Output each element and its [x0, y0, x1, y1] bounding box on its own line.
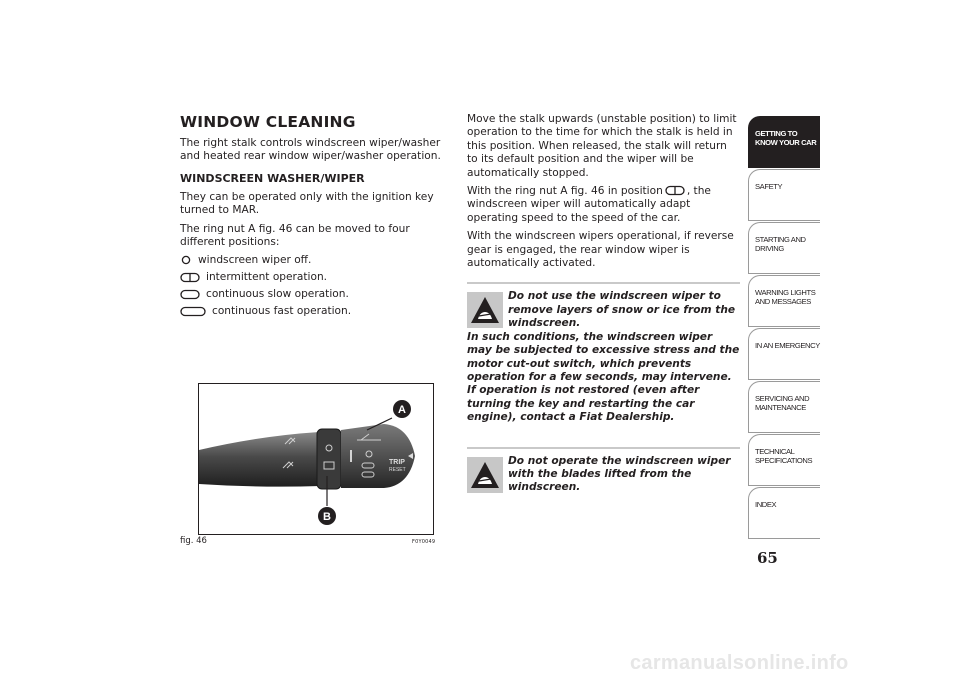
- left-column: [180, 113, 450, 322]
- tab-getting-to-know-your-car[interactable]: GETTING TO KNOW YOUR CAR: [748, 116, 820, 168]
- positions-paragraph: The ring nut A fig. 46 can be moved to four different positions:: [180, 222, 410, 249]
- tab-in-an-emergency[interactable]: IN AN EMERGENCY: [748, 328, 820, 380]
- fast-icon: [180, 306, 206, 318]
- position-off-label: windscreen wiper off.: [198, 254, 312, 267]
- stalk-paragraph: Move the stalk upwards (unstable position) to limit operation to the time for which the stalk is held in this position. When released, the stalk will return to its default position and the wiper will be automatically stopped.: [467, 113, 737, 179]
- figure-code: F0Y0049: [412, 539, 436, 545]
- position-fast: [180, 305, 450, 318]
- auto-speed-text-end: , the windscreen wiper will automatically adapt operating speed to the speed of the car.: [467, 185, 711, 224]
- warning-triangle-icon: [467, 457, 503, 493]
- right-column: [467, 113, 740, 495]
- chapter-tabs: [748, 116, 820, 540]
- warning-triangle-icon: [467, 292, 503, 328]
- slow-icon: [180, 289, 200, 301]
- subsection-title: WINDSCREEN WASHER/WIPER: [180, 171, 365, 185]
- intro-paragraph: The right stalk controls windscreen wiper/washer and heated rear window wiper/washer operation.: [180, 137, 441, 163]
- position-intermittent-label: intermittent operation.: [206, 271, 328, 284]
- tab-warning-lights-and-messages[interactable]: WARNING LIGHTS AND MESSAGES: [748, 275, 820, 327]
- trip-label: TRIP: [389, 459, 405, 466]
- auto-speed-paragraph: [467, 185, 740, 225]
- callout-a: A: [398, 404, 406, 416]
- section-title: WINDOW CLEANING: [180, 113, 356, 131]
- position-fast-label: continuous fast operation.: [212, 305, 352, 318]
- watermark: carmanualsonline.info: [630, 652, 849, 674]
- tab-safety[interactable]: SAFETY: [748, 169, 820, 221]
- callout-b: B: [323, 511, 331, 523]
- figure-46: [198, 383, 434, 535]
- tab-technical-specifications[interactable]: TECHNICAL SPECIFICATIONS: [748, 434, 820, 486]
- intermittent-inline-icon: [665, 185, 685, 196]
- wiper-stalk-illustration: [199, 384, 433, 534]
- intermittent-icon: [180, 272, 200, 284]
- position-off: [180, 254, 450, 267]
- tab-servicing-and-maintenance[interactable]: SERVICING AND MAINTENANCE: [748, 381, 820, 433]
- warning-box-1: [467, 282, 740, 424]
- tab-starting-and-driving[interactable]: STARTING AND DRIVING: [748, 222, 820, 274]
- warning-box-2: [467, 447, 740, 495]
- position-slow-label: continuous slow operation.: [206, 288, 349, 301]
- reverse-gear-paragraph: With the windscreen wipers operational, if reverse gear is engaged, the rear window wiper is automatically activated.: [467, 230, 734, 270]
- position-intermittent: [180, 271, 450, 284]
- ignition-paragraph: They can be operated only with the ignition key turned to MAR.: [180, 190, 434, 217]
- reset-label: RESET: [389, 467, 406, 473]
- warning-2-text: Do not operate the windscreen wiper with the blades lifted from the windscreen.: [508, 454, 731, 494]
- warning-1-text: In such conditions, the windscreen wiper may be subjected to excessive stress and the motor cut-out switch, which prevents operation for a few seconds, may intervene. If operation is not restored (even after turning the key and restarting the car engine), contact a Fiat Dealership.: [467, 330, 740, 424]
- warning-1-lead: Do not use the windscreen wiper to remove layers of snow or ice from the windscreen.: [508, 290, 736, 330]
- tab-index[interactable]: INDEX: [748, 487, 820, 539]
- figure-caption: fig. 46: [180, 536, 207, 546]
- position-slow: [180, 288, 450, 301]
- off-icon: [180, 255, 192, 267]
- auto-speed-text-start: With the ring nut A fig. 46 in position: [467, 185, 663, 198]
- page-number: 65: [757, 549, 778, 567]
